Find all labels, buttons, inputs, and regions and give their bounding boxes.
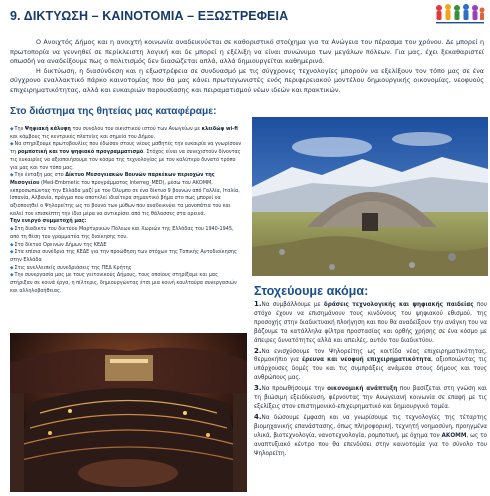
intro-paragraph: Ο Ανοιχτός Δήμος και η ανοιχτή κοινωνία αναδεικνύεται σε καθοριστικό στοίχημα για τα Ανώγεια του πέρασμα του χρόνου. Δε μπορεί η πρωτοπορία να γεννηθεί σε περίκλειστη λογική και δε μπορεί η εξέλιξη να είναι συνώνυμο των μεγάλων πόλεων. Για μας, έχει ξεκαθαριστεί οπωσδή να αναδείξουμε πως ο πολιτισμός δεν διασώζεται απλά, αλλά δημιουργείται καθημερινά.: [10, 38, 484, 66]
list-item: ◆Στη διαδικτυ του δικτύου Μαρτυρικών Πόλεων και Χωριών της Ελλάδας του 1940-1945, από τη θέση του γραμματέα της διοίκησης του.: [10, 226, 234, 240]
intro-text: [10, 38, 484, 96]
list-item: ◆Την συνεργασία μας με τους γειτονικούς Δήμους, τους οποίους στηρίξαμε και μας στήριξαν σε κοινά έργα, η πίλτερις, δημιουργώντας έτσι μια κοινή κουλτούρα συνεργασιών και αλληλοβοήθειας.: [10, 272, 237, 294]
page-title: 9. ΔΙΚΤΥΩΣΗ – ΚΑΙΝΟΤΟΜΙΑ – ΕΞΩΣΤΡΕΦΕΙΑ: [10, 9, 289, 23]
list-item: Την ενεργό συμμετοχή μας:: [10, 218, 87, 225]
intro-paragraph: Η δικτύωση, η διασύνδεση και η εξωστρέφεια σε συνδυασμό με τις σύγχρονες τεχνολογίες μπορούν να εξελίξουν τον τόπο μας σε ένα σύγχρονο εναλλακτικό πάρκο καινοτομίας που θα μας κάνει πρωταγωνιστές ενός περιφερειακού μοντέλου δημιουργικής οικονομίας, νεοφυούς επιχειρηματικότητας, αλλά και ευκαιριών παρουσίασης και πειραματισμού νέων ιδεών και πρακτικών.: [10, 66, 484, 94]
night-theatre-photo: [10, 333, 247, 492]
achievements-list: [10, 126, 242, 295]
list-item: ◆Την ένταξη μας στο Δίκτυο Μεσογειακών Βουνών παρκέκων περιοχών της Μεσογείου (Med-Embmetic του προγράμματος Interreg_MED), μέσω του ΑΚΟΜΜ, εκπροσωπώντας την Ελλάδα μαζί με τον Όλυμπο σε ένα δίκτυο 9 βουνών από Γαλλία, Ιταλία, Ισπανία, Αλβανία, πράγμα που αποτελεί ιδιαίτερα σημαντικό βήμα στο πως μπορεί να αξιοποιηθεί ο Ψηλορείτης ως το βουνό των μύθων που αναδεικνύει τα μονοπάτια του και καλεί τον επισκέπτη την ίδια μέρα να αντικρίσει από τις θάλασσες στα ορεινά.: [10, 172, 240, 217]
list-item: ◆Στα επίσια συνέδρια της ΚΕΔΕ για την προώθηση των στόχων της Τοπικής Αυτοδιοίκησης στην Ελλάδα: [10, 249, 237, 263]
bullet-icon: ◆: [10, 242, 14, 248]
bullet-icon: ◆: [10, 250, 14, 256]
list-item: 3.Να προωθήσουμε την οικονομική ανάπτυξη που βασίζεται στη γνώση και τη βιώσιμη εξειδίκευση, φέρνοντας την Ανωγειανή κοινωνία σε επαφή με τις εξελίξεις στον επιστημονικό-επιχειρηματικό και δημιουργικό τομέα.: [254, 384, 487, 410]
bullet-icon: ◆: [10, 273, 14, 279]
achievements-heading: Στο διάστημα της θητείας μας καταφέραμε:: [10, 106, 217, 117]
list-item: 2.Να ενισχύσουμε τον Ψηλορείτης ως κοιτίδα νέας επιχειρηματικότητας, θερμοκήπιο για έρευνα και νεοφυή επιχειρηματικότητα, αξιοποιώντας τις υπάρχουσες δομές του και τις συμπράξεις ανάμεσα στους δήμους και τους ανθρώπους μας.: [254, 346, 488, 382]
goals-list: [254, 300, 487, 459]
bullet-icon: ◆: [10, 142, 14, 148]
bullet-icon: ◆: [10, 173, 14, 179]
list-item: ◆Την Ψηφιακή κάλυψη του συνόλου του οικιστικού ιστού των Ανωγείων με κλειδώφ wi-fi και κάμβους τις κεντρικές πλατείες και σημεία του Δήμου.: [10, 126, 238, 140]
bullet-icon: ◆: [10, 227, 14, 233]
list-item: 4.Να δώσουμε έμφαση και να γνωρίσουμε τις τεχνολογίες της τέταρτης βιομηχανικής επανάστασης, όπως πληροφορική, τεχνητή νοημοσύνη, προηγμένα υλικά, βιοτεχνολογία, νανοτεχνολογία, ρομποτική, με όχημα τον ΑΚΟΜΜ, ως το αναπτυξιακό κέντρο που θα επενδύσει στην καινοτομία για το σύνολο του Ψηλορείτη.: [254, 412, 488, 457]
list-item: ◆Στις ανελλειπείς συνεδριάσεις της ΠΕΔ Κρήτης: [10, 264, 132, 271]
goals-heading: Στοχεύουμε ακόμα:: [254, 284, 369, 298]
mountain-hut-photo: [252, 117, 488, 276]
list-item: 1.Να συμβάλλουμε με δράσεις τεχνολογικής και ψηφιακής παιδείας που στόχο έχουν να επισημάνουν τους κινδύνους του ψηφιακού εθισμού, της προσοχής στην διαδικτυακή πλοήγηση και που θα αναδείξουν την ανάγκη του να βάζουμε τα κατάλληλα φίλτρα προστασίας και ορθής χρήσης σε ένα κόσμο με άπειρες δυνατότητες αλλά και απειλές, αυτόν του διαδικτύου.: [254, 300, 487, 344]
bullet-icon: ◆: [10, 265, 14, 271]
list-item: ◆Να στηρίξουμε πρωτοβουλίες που έδωσαν στους νέους μαθητές την ευκαιρία να γνωρίσουν τη ρομποτική και τον ψηφιακό προγραμματισμό. Στόχος είναι να συνεχιστούν δίνοντας τις ευκαιρίες να αξιοποιήσουμε τον κόσμο της τεχνολογίας με τον καλύτερο δυνατό τρόπο για μας και τον τόπο μας.: [10, 141, 242, 171]
logo-icon: [434, 2, 486, 30]
bullet-icon: ◆: [10, 127, 14, 132]
list-item: ◆Στο δίκτυο Ορεινών Δήμων της ΚΕΔΕ: [10, 241, 107, 248]
